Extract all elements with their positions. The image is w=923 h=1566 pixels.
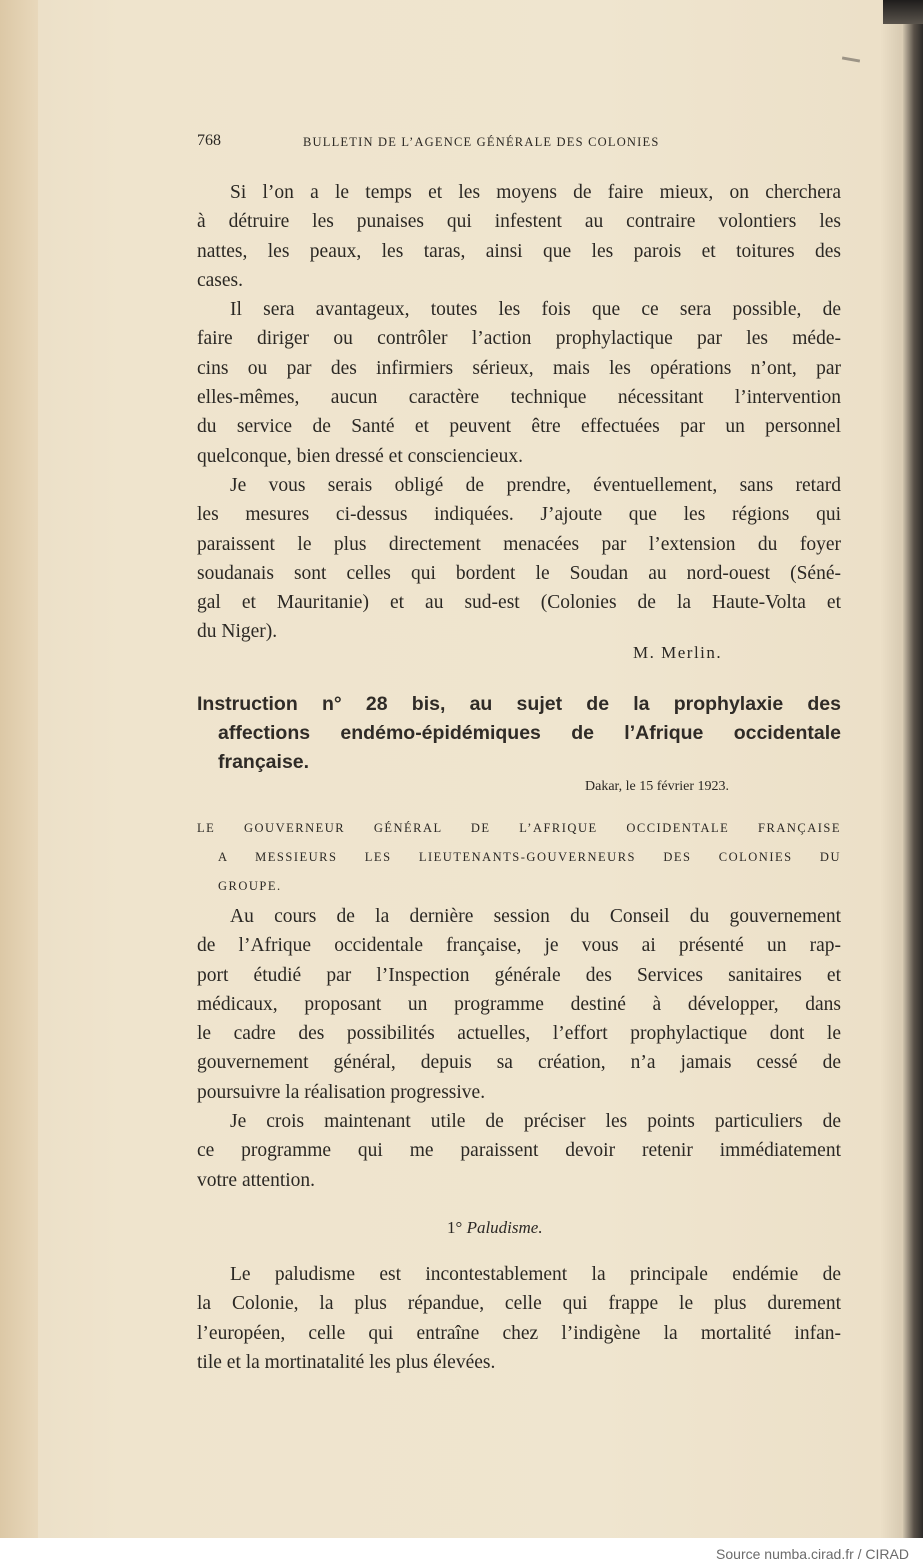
page-left-edge — [0, 0, 38, 1538]
text-line: faire diriger ou contrôler l’action prophylactique par les méde- — [197, 328, 841, 350]
text-line: médicaux, proposant un programme destiné à développer, dans — [197, 993, 841, 1015]
source-credit: Source numba.cirad.fr / CIRAD — [716, 1546, 909, 1562]
text-line: le cadre des possibilités actuelles, l’effort prophylactique dont le — [197, 1023, 841, 1045]
text-line: votre attention. — [197, 1169, 316, 1191]
instruction-title — [197, 690, 841, 777]
binding-corner — [883, 0, 923, 24]
text-line: tile et la mortinatalité les plus élevées. — [197, 1351, 496, 1373]
text-line: Je crois maintenant utile de préciser les points particuliers de — [230, 1111, 841, 1133]
dateline: Dakar, le 15 février 1923. — [585, 779, 730, 794]
text-line: Il sera avantageux, toutes les fois que ce sera possible, de — [230, 299, 841, 321]
text-line: de l’Afrique occidentale française, je vous ai présenté un rap- — [197, 935, 841, 957]
text-line: Le paludisme est incontestablement la principale endémie de — [230, 1264, 841, 1285]
page-number: 768 — [197, 132, 221, 149]
text-line: cases. — [197, 269, 244, 291]
text-line: Si l’on a le temps et les moyens de faire mieux, on cherchera — [230, 182, 841, 203]
section-heading — [447, 1218, 543, 1238]
text-line: quelconque, bien dressé et consciencieux. — [197, 445, 523, 467]
text-line: l’européen, celle qui entraîne chez l’indigène la mortalité infan- — [197, 1322, 841, 1344]
instruction-title-line: française. — [218, 751, 310, 773]
instruction-title-line: affections endémo-épidémiques de l’Afrique occidentale — [218, 722, 841, 744]
text-line: soudanais sont celles qui bordent le Soudan au nord-ouest (Séné- — [197, 562, 841, 584]
text-line: gouvernement général, depuis sa création, n’a jamais cessé de — [197, 1052, 841, 1074]
text-line: du Niger). — [197, 621, 278, 643]
addressee — [197, 814, 841, 901]
body-section-c — [197, 1260, 841, 1377]
page-header — [197, 132, 841, 154]
running-head: BULLETIN DE L’AGENCE GÉNÉRALE DES COLONIES — [303, 135, 660, 149]
addressee-line: GROUPE. — [218, 879, 282, 893]
text-line: nattes, les peaux, les taras, ainsi que les parois et toitures des — [197, 240, 841, 262]
instruction-title-line: Instruction n° 28 bis, au sujet de la prophylaxie des — [197, 693, 841, 715]
text-line: du service de Santé et peuvent être effectuées par un personnel — [197, 416, 841, 438]
text-line: gal et Mauritanie) et au sud-est (Colonies de la Haute-Volta et — [197, 592, 841, 614]
text-line: la Colonie, la plus répandue, celle qui frappe le plus durement — [197, 1293, 841, 1315]
section-number: 1° — [447, 1218, 463, 1237]
section-title: Paludisme. — [466, 1218, 543, 1237]
ink-smudge — [842, 56, 860, 62]
text-line: ce programme qui me paraissent devoir retenir immédiatement — [197, 1140, 841, 1162]
signature — [633, 643, 722, 663]
text-line: Au cours de la dernière session du Conseil du gouvernement — [230, 906, 841, 927]
addressee-line: A MESSIEURS LES LIEUTENANTS-GOUVERNEURS DES COLONIES DU — [218, 850, 841, 864]
body-section-b — [197, 902, 841, 1195]
text-line: Je vous serais obligé de prendre, éventuellement, sans retard — [230, 474, 841, 496]
text-line: port étudié par l’Inspection générale des Services sanitaires et — [197, 964, 841, 986]
book-binding-edge — [903, 0, 923, 1538]
signature-text: M. Merlin. — [633, 643, 723, 662]
text-line: poursuivre la réalisation progressive. — [197, 1081, 486, 1103]
text-line: les mesures ci-dessus indiquées. J’ajoute que les régions qui — [197, 504, 841, 526]
text-line: elles-mêmes, aucun caractère technique nécessitant l’intervention — [197, 387, 841, 409]
text-line: cins ou par des infirmiers sérieux, mais les opérations n’ont, par — [197, 357, 841, 379]
text-line: paraissent le plus directement menacées par l’extension du foyer — [197, 533, 841, 555]
addressee-line: LE GOUVERNEUR GÉNÉRAL DE L’AFRIQUE OCCIDENTALE FRANÇAISE — [197, 821, 841, 835]
body-section-a — [197, 178, 841, 647]
text-line: à détruire les punaises qui infestent au contraire volontiers les — [197, 211, 841, 233]
